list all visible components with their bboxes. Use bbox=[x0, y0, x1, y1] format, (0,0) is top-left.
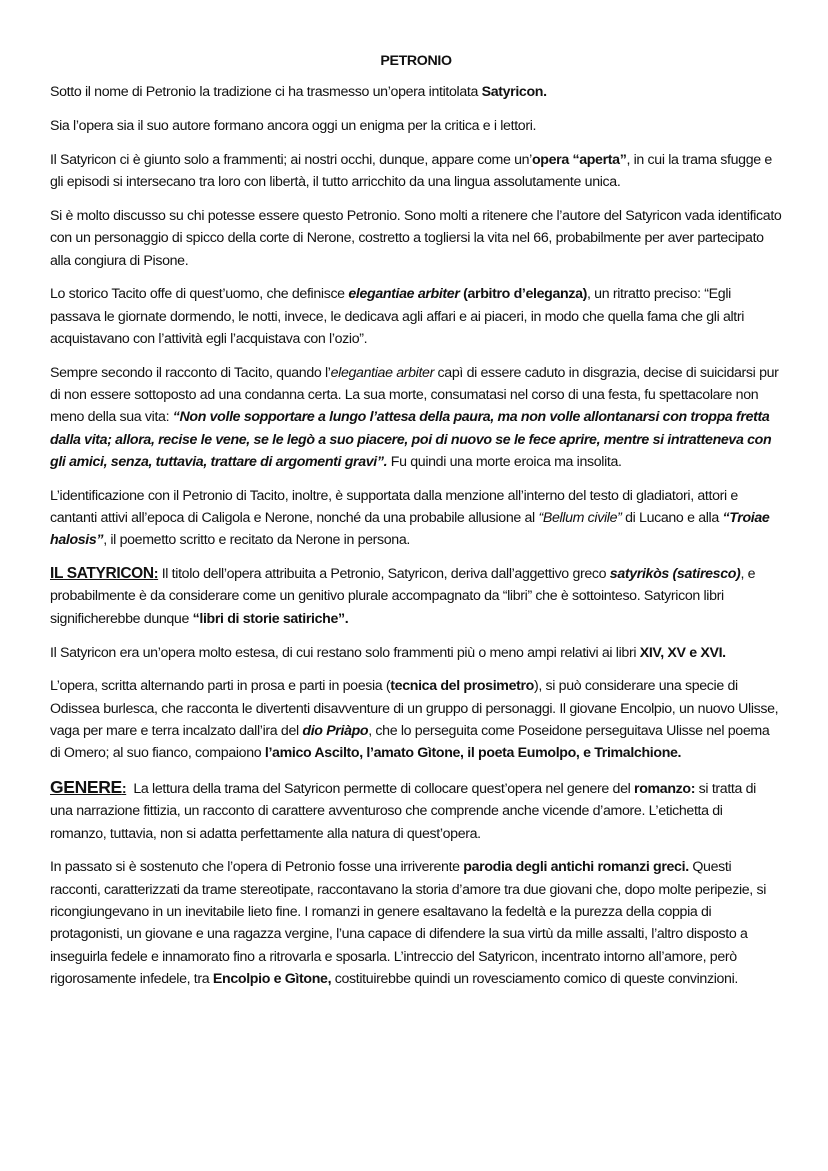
heading-colon: : bbox=[153, 566, 159, 583]
bold-text: parodia degli antichi romanzi greci. bbox=[463, 859, 689, 876]
text: Sia l’opera sia il suo autore formano ancora oggi un enigma per la critica e i lettori. bbox=[50, 118, 537, 135]
bold-italic-text: “Troiae halosis” bbox=[50, 510, 770, 549]
bold-italic-text: satyrikòs (satiresco) bbox=[609, 566, 741, 583]
text: Lo storico Tacito offe di quest’uomo, che definisce bbox=[50, 286, 349, 303]
paragraph-identity bbox=[50, 205, 782, 272]
text: ), si può considerare una specie di Odissea burlesca, che racconta le divertenti disavventure di un gruppo di personaggi. Il giovane Encolpio, un nuovo Ulisse, vaga per mare e terra incalzato dall’ira del bbox=[50, 678, 779, 739]
text: In passato si è sostenuto che l’opera di Petronio fosse una irriverente bbox=[50, 859, 464, 876]
text: , un ritratto preciso: “Egli passava le giornate dormendo, le notti, invece, le dedicava agli affari e ai piaceri, in modo che quella fama che gli altri acquistavano con l’attività egli l’acquistava con l’ozio”. bbox=[50, 286, 745, 347]
italic-text: elegantiae arbiter bbox=[330, 364, 434, 381]
bold-text: l’amico Ascilto, l’amato Gìtone, il poeta Eumolpo, e Trimalchione. bbox=[264, 745, 682, 762]
bold-italic-quote: “Non volle sopportare a lungo l’attesa della paura, ma non volle allontanarsi con troppa fretta dalla vita; allora, recise le vene, se le legò a suo piacere, poi di nuovo se le fece aprire, mentre si intratteneva con gli amici, senza, tuttavia, trattare di argomenti gravi”. bbox=[50, 409, 772, 470]
text: costituirebbe quindi un rovesciamento comico di queste convinzioni. bbox=[331, 970, 738, 987]
paragraph-tacito bbox=[50, 283, 782, 350]
bold-text: romanzo: bbox=[634, 781, 696, 798]
text: capì di essere caduto in disgrazia, decise di suicidarsi pur di non essere sottoposto ad una condanna certa. La sua morte, consumatasi nel corso di una festa, fu spettacolare non meno della sua vita: bbox=[50, 364, 779, 426]
paragraph-prosimetro bbox=[50, 675, 782, 764]
paragraph-genere bbox=[50, 776, 782, 845]
bold-text: Encolpio e Gìtone, bbox=[212, 970, 332, 987]
bold-text: “libri di storie satiriche”. bbox=[192, 610, 349, 627]
text: Questi racconti, caratterizzati da trame stereotipate, raccontavano la storia d’amore tra due giovani che, dopo molte peripezie, si ricongiungevano in un inevitabile lieto fine. I romanzi in genere esaltavano la fedeltà e la purezza della coppia di protagonisti, un giovane e una ragazza vergine, l’una capace di difendere la sua virtù da mille assalti, l’altro disposto a inseguirla fedele e innamorato fino a ritrovarla e sposarla. L’intreccio del Satyricon, incentrato intorno all’amore, però rigorosamente infedele, tra bbox=[50, 859, 767, 987]
section-heading-satyricon: IL SATYRICON bbox=[50, 565, 154, 583]
section-heading-genere: GENERE bbox=[50, 777, 122, 798]
bold-text: XIV, XV e XVI. bbox=[639, 644, 726, 661]
bold-text: Satyricon. bbox=[481, 84, 547, 101]
text: Il Satyricon era un’opera molto estesa, di cui restano solo frammenti più o meno ampi relativi ai libri bbox=[50, 644, 640, 661]
bold-italic-text: elegantiae arbiter bbox=[348, 286, 460, 303]
text: , che lo perseguita come Poseidone perseguitava Ulisse nel poema di Omero; al suo fianco, compaiono bbox=[50, 722, 770, 762]
italic-text: “Bellum civile” bbox=[538, 510, 622, 527]
text: Il titolo dell’opera attribuita a Petronio, Satyricon, deriva dall’aggettivo greco bbox=[158, 566, 610, 583]
paragraph-libri bbox=[50, 642, 782, 664]
text: La lettura della trama del Satyricon permette di collocare quest’opera nel genere del bbox=[126, 781, 635, 798]
text: , il poemetto scritto e recitato da Nerone in persona. bbox=[103, 532, 410, 549]
text: Fu quindi una morte eroica ma insolita. bbox=[387, 453, 622, 470]
bold-text: opera “aperta” bbox=[531, 151, 627, 168]
document-title: PETRONIO bbox=[380, 53, 452, 69]
paragraph-enigma bbox=[50, 115, 782, 137]
text: L’opera, scritta alternando parti in prosa e parti in poesia ( bbox=[50, 678, 391, 695]
text: L’identificazione con il Petronio di Tacito, inoltre, è supportata dalla menzione all’interno del testo di gladiatori, attori e cantanti attivi all’epoca di Caligola e Nerone, nonché da una probabile allusione al bbox=[50, 487, 738, 527]
heading-colon: : bbox=[121, 781, 127, 798]
text: Il Satyricon ci è giunto solo a frammenti; ai nostri occhi, dunque, appare come un’ bbox=[50, 151, 532, 168]
text: Sempre secondo il racconto di Tacito, quando l’ bbox=[50, 364, 331, 381]
paragraph-parodia bbox=[50, 856, 782, 990]
text: Si è molto discusso su chi potesse essere questo Petronio. Sono molti a ritenere che l’autore del Satyricon vada identificato con un personaggio di spicco della corte di Nerone, costretto a togliersi la vita nel 66, probabilmente per aver partecipato alla congiura di Pisone. bbox=[50, 207, 782, 269]
paragraph-identificazione bbox=[50, 485, 782, 552]
text: di Lucano e alla bbox=[621, 510, 723, 527]
paragraph-satyricon-title bbox=[50, 563, 782, 630]
paragraph-intro bbox=[50, 81, 782, 103]
bold-text: tecnica del prosimetro bbox=[390, 678, 534, 695]
text: , e probabilmente è da considerare come un genitivo plurale accompagnato da “libri” che è sottointeso. Satyricon libri significherebbe dunque bbox=[50, 566, 756, 627]
document-page bbox=[50, 50, 782, 1002]
paragraph-opera-aperta bbox=[50, 149, 782, 194]
text: Sotto il nome di Petronio la tradizione ci ha trasmesso un’opera intitolata bbox=[50, 84, 482, 101]
bold-text: (arbitro d’eleganza) bbox=[459, 286, 587, 303]
bold-italic-text: dio Priàpo bbox=[302, 722, 369, 739]
text: si tratta di una narrazione fittizia, un racconto di carattere avventuroso che comprende anche vicende d’amore. L’etichetta di romanzo, tuttavia, non si adatta perfettamente alla natura di quest’opera. bbox=[50, 781, 756, 842]
text: , in cui la trama sfugge e gli episodi si intersecano tra loro con libertà, il tutto arricchito da una lingua assolutamente unica. bbox=[50, 151, 772, 191]
paragraph-morte bbox=[50, 362, 782, 473]
